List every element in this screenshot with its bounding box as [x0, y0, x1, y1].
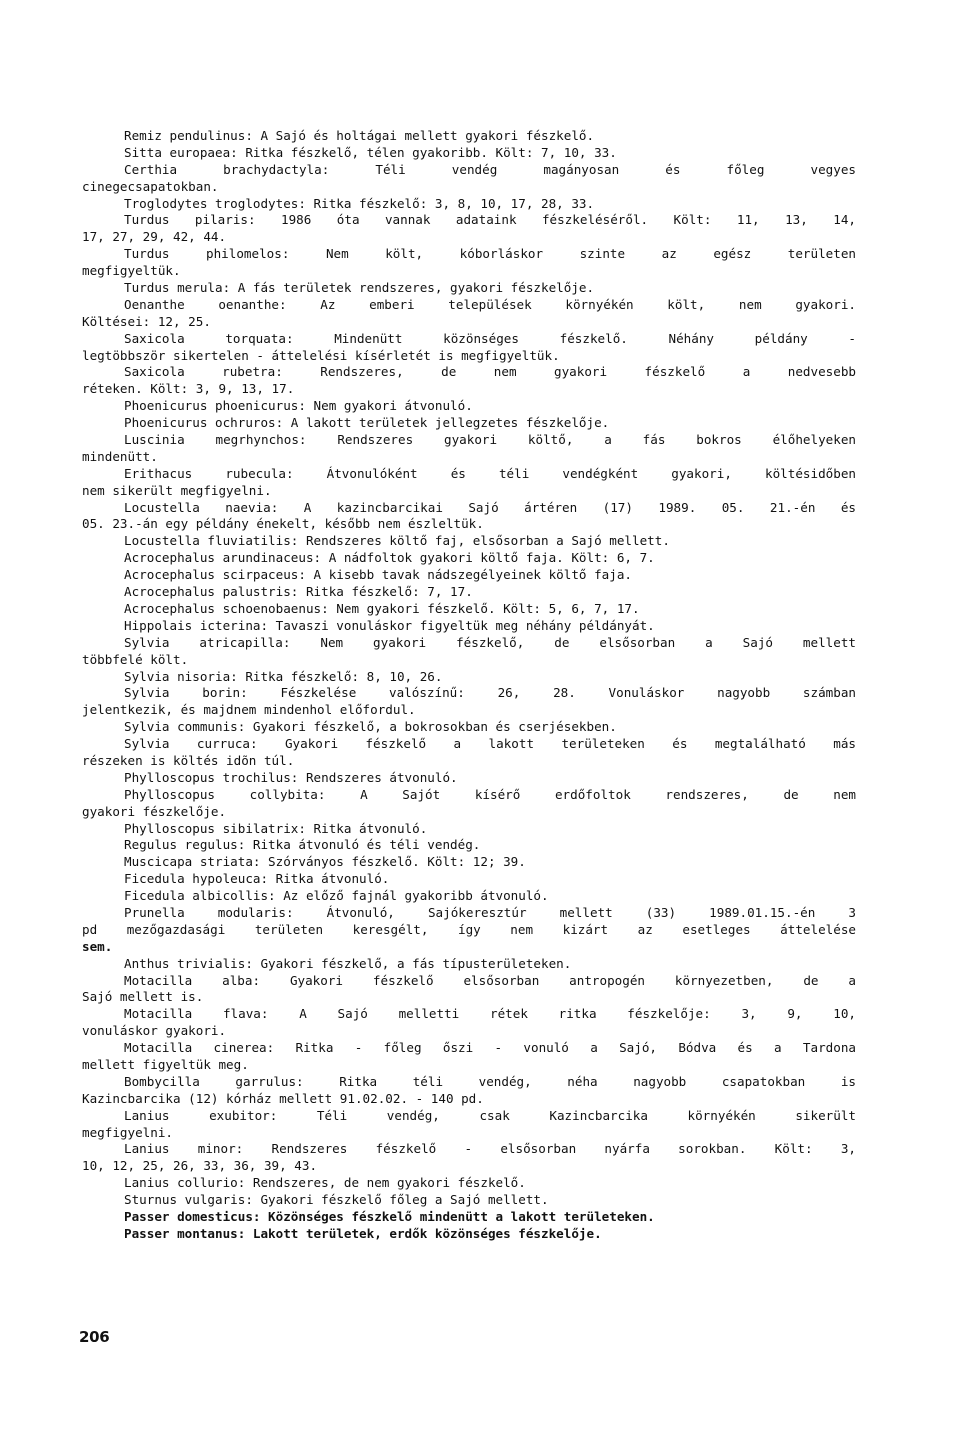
text-line: Turdus merula: A fás területek rendszeres, gyakori fészkelője.	[124, 280, 595, 296]
text-line: Passer montanus: Lakott területek, erdők közönséges fészkelője.	[124, 1225, 602, 1241]
text-line: jelentkezik, és majdnem mindenhol előfordul.	[82, 702, 416, 718]
text-line: többfelé költ.	[82, 651, 189, 667]
text-line: pd mezőgazdasági területen keresgélt, így nem kizárt az esetleges áttelelése	[82, 921, 856, 937]
text-line: 05. 23.-án egy példány énekelt, később nem észleltük.	[82, 516, 484, 532]
text-line: legtöbbször sikertelen - áttelelési kísérletét is megfigyeltük.	[82, 347, 560, 363]
text-line: Phoenicurus ochruros: A lakott területek jellegzetes fészkelője.	[124, 415, 610, 431]
text-line: mellett figyeltük meg.	[82, 1056, 249, 1072]
text-line: Motacilla cinerea: Ritka - főleg őszi - vonuló a Sajó, Bódva és a Tardona	[124, 1040, 856, 1056]
page-number: 206	[79, 1328, 110, 1346]
text-line: Motacilla alba: Gyakori fészkelő elsősorban antropogén környezetben, de a	[124, 972, 856, 988]
text-line: gyakori fészkelője.	[82, 803, 227, 819]
text-line: Erithacus rubecula: Átvonulóként és téli vendégként gyakori, költésidőben	[124, 465, 856, 481]
text-line: Sylvia curruca: Gyakori fészkelő a lakott területeken és megtalálható más	[124, 736, 856, 752]
text-line: Remiz pendulinus: A Sajó és holtágai mellett gyakori fészkelő.	[124, 128, 595, 143]
text-line: mindenütt.	[82, 448, 158, 464]
text-line: Sajó mellett is.	[82, 989, 204, 1005]
text-line: vonuláskor gyakori.	[82, 1023, 227, 1039]
text-line: Ficedula albicollis: Az előző fajnál gyakoribb átvonuló.	[124, 888, 549, 904]
text-line: megfigyelni.	[82, 1124, 173, 1140]
text-line: Acrocephalus palustris: Ritka fészkelő: 7, 17.	[124, 584, 473, 600]
text-line: Regulus regulus: Ritka átvonuló és téli vendég.	[124, 837, 481, 853]
text-line: Phylloscopus trochilus: Rendszeres átvonuló.	[124, 769, 458, 785]
text-line: réteken. Költ: 3, 9, 13, 17.	[82, 381, 295, 397]
text-line: Sylvia nisoria: Ritka fészkelő: 8, 10, 26.	[124, 668, 443, 684]
text-line: Muscicapa striata: Szórványos fészkelő. Költ: 12; 39.	[124, 854, 526, 870]
text-line: Saxicola torquata: Mindenütt közönséges fészkelő. Néhány példány -	[124, 330, 856, 346]
text-line: Lanius collurio: Rendszeres, de nem gyakori fészkelő.	[124, 1175, 526, 1191]
text-line: Költései: 12, 25.	[82, 313, 211, 329]
text-line: Turdus pilaris: 1986 óta vannak adataink fészkeléséről. Költ: 11, 13, 14,	[124, 212, 856, 228]
text-line: 10, 12, 25, 26, 33, 36, 39, 43.	[82, 1158, 318, 1174]
text-line: Acrocephalus scirpaceus: A kisebb tavak nádszegélyeinek költő faja.	[124, 567, 632, 583]
text-line: Oenanthe oenanthe: Az emberi települések környékén költ, nem gyakori.	[124, 296, 856, 312]
text-line: Sylvia communis: Gyakori fészkelő, a bokrosokban és cserjésekben.	[124, 719, 617, 735]
text-line: Luscinia megrhynchos: Rendszeres gyakori költő, a fás bokros élőhelyeken	[124, 432, 856, 448]
text-line: megfigyeltük.	[82, 263, 181, 279]
text-line: Lanius minor: Rendszeres fészkelő - elsősorban nyárfa sorokban. Költ: 3,	[124, 1141, 856, 1157]
text-line: Anthus trivialis: Gyakori fészkelő, a fás típusterületeken.	[124, 955, 572, 971]
text-line: Phoenicurus phoenicurus: Nem gyakori átvonuló.	[124, 398, 473, 414]
text-line: Locustella naevia: A kazincbarcikai Sajó ártéren (17) 1989. 05. 21.-én és	[124, 499, 856, 515]
text-line: Motacilla flava: A Sajó melletti rétek ritka fészkelője: 3, 9, 10,	[124, 1006, 856, 1022]
text-line: Sturnus vulgaris: Gyakori fészkelő főleg a Sajó mellett.	[124, 1192, 549, 1208]
text-line: Saxicola rubetra: Rendszeres, de nem gyakori fészkelő a nedvesebb	[124, 364, 856, 380]
text-line: nem sikerült megfigyelni.	[82, 482, 272, 498]
text-line: részeken is költés idõn túl.	[82, 752, 295, 768]
text-line: Certhia brachydactyla: Téli vendég magányosan és főleg vegyes	[124, 161, 856, 177]
text-line: Passer domesticus: Közönséges fészkelő mindenütt a lakott területeken.	[124, 1209, 655, 1224]
text-line: Acrocephalus arundinaceus: A nádfoltok gyakori költő faja. Költ: 6, 7.	[124, 550, 655, 566]
text-line: cinegecsapatokban.	[82, 178, 219, 194]
text-line: Kazincbarcika (12) kórház mellett 91.02.02. - 140 pd.	[82, 1090, 484, 1106]
text-line: Acrocephalus schoenobaenus: Nem gyakori fészkelő. Költ: 5, 6, 7, 17.	[124, 600, 640, 616]
species-list	[82, 128, 856, 1243]
text-line: Troglodytes troglodytes: Ritka fészkelő: 3, 8, 10, 17, 28, 33.	[124, 195, 595, 211]
text-line: Phylloscopus sibilatrix: Ritka átvonuló.	[124, 820, 428, 836]
text-line: Turdus philomelos: Nem költ, kóborláskor szinte az egész területen	[124, 246, 856, 262]
text-line: Sitta europaea: Ritka fészkelő, télen gyakoribb. Költ: 7, 10, 33.	[124, 144, 617, 160]
text-line: Sylvia borin: Fészkelése valószínű: 26, 28. Vonuláskor nagyobb számban	[124, 685, 856, 701]
text-line: Hippolais icterina: Tavaszi vonuláskor figyeltük meg néhány példányát.	[124, 617, 655, 633]
text-line: sem.	[82, 938, 113, 954]
text-line: Sylvia atricapilla: Nem gyakori fészkelő, de elsősorban a Sajó mellett	[124, 634, 856, 650]
text-line: 17, 27, 29, 42, 44.	[82, 229, 227, 245]
text-line: Phylloscopus collybita: A Sajót kísérő erdőfoltok rendszeres, de nem	[124, 786, 856, 802]
text-line: Locustella fluviatilis: Rendszeres költő faj, elsősorban a Sajó mellett.	[124, 533, 670, 549]
text-line: Prunella modularis: Átvonuló, Sajókeresztúr mellett (33) 1989.01.15.-én 3	[124, 904, 856, 920]
text-line: Lanius exubitor: Téli vendég, csak Kazincbarcika környékén sikerült	[124, 1107, 856, 1123]
text-line: Bombycilla garrulus: Ritka téli vendég, néha nagyobb csapatokban is	[124, 1073, 856, 1089]
text-line: Ficedula hypoleuca: Ritka átvonuló.	[124, 871, 390, 887]
